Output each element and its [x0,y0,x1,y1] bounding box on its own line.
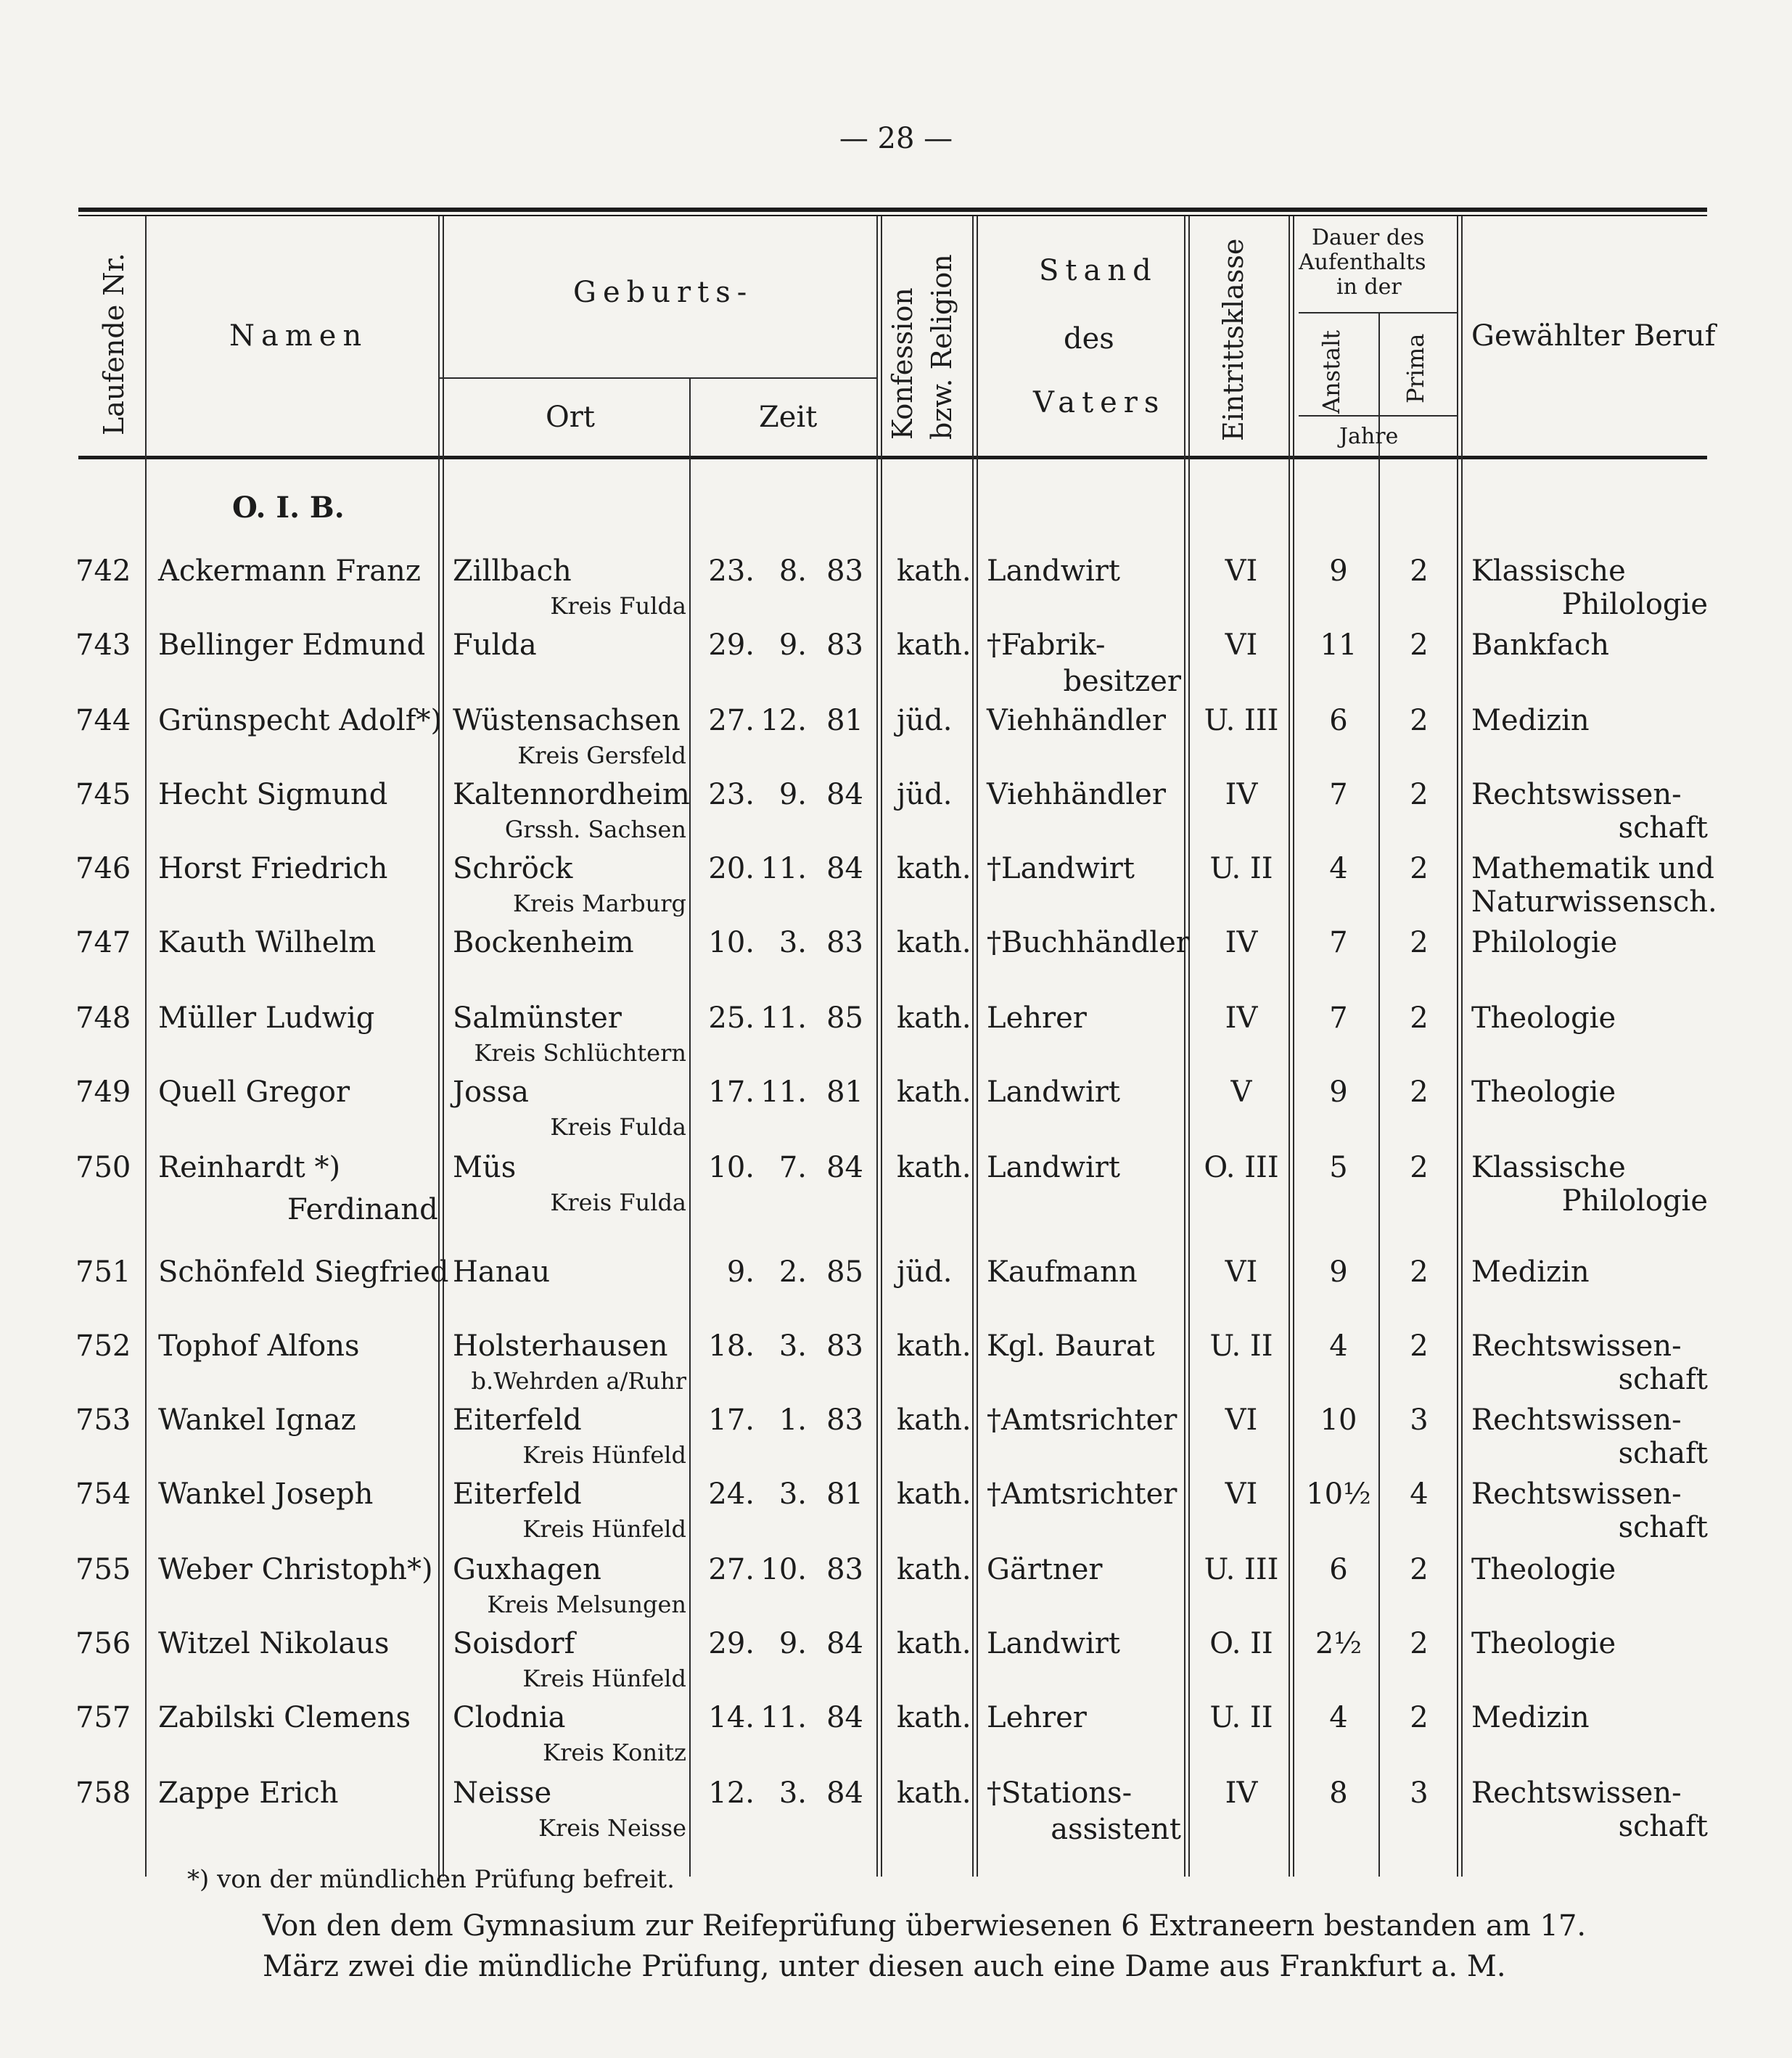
entry-class: U. II [1209,1701,1273,1734]
chosen-profession-cont: schaft [1618,1363,1708,1396]
birth-place: Soisdorf [453,1627,575,1660]
header-eintrittsklasse: Eintrittsklasse [1217,238,1249,441]
father-status: Landwirt [987,1151,1121,1184]
birth-day: 10. [708,926,755,959]
birth-month: 3. [778,1329,807,1363]
birth-year: 83 [826,554,863,588]
birth-year: 81 [826,1075,863,1109]
birth-month: 11. [760,1701,807,1734]
birth-district: Kreis Fulda [550,1189,686,1216]
row-number: 742 [75,554,131,588]
student-name-cont: Ferdinand [287,1193,438,1226]
father-status: Landwirt [987,554,1121,588]
row-number: 743 [75,628,131,662]
entry-class: IV [1225,926,1258,959]
birth-place: Kaltennordheim [453,778,690,811]
student-name: Bellinger Edmund [158,628,426,662]
birth-year: 84 [826,1776,863,1810]
father-status: Landwirt [987,1627,1121,1660]
confession: kath. [897,852,971,885]
header-anstalt: Anstalt [1318,329,1345,414]
chosen-profession-cont: Naturwissensch. [1471,885,1717,919]
student-name: Tophof Alfons [158,1329,360,1363]
birth-month: 11. [760,852,807,885]
entry-class: VI [1225,1255,1258,1289]
student-name: Müller Ludwig [158,1001,375,1035]
column-divider [438,216,440,1877]
years-anstalt: 6 [1329,704,1348,737]
birth-day: 9. [726,1255,755,1289]
birth-district: Kreis Fulda [550,1113,686,1141]
years-prima: 2 [1410,1553,1429,1586]
header-laufende-nr: Laufende Nr. [98,253,130,435]
father-status: Gärtner [987,1553,1103,1586]
birth-day: 23. [708,778,755,811]
row-number: 758 [75,1776,131,1810]
birth-district: Kreis Hünfeld [522,1515,686,1543]
page-number: — 28 — [839,122,953,155]
birth-month: 3. [778,926,807,959]
birth-day: 24. [708,1477,755,1511]
header-vaters: Vaters [1033,386,1166,419]
birth-month: 8. [778,554,807,588]
confession: kath. [897,1477,971,1511]
header-des: des [1064,322,1114,356]
confession: kath. [897,1151,971,1184]
student-name: Zabilski Clemens [158,1701,411,1734]
years-prima: 2 [1410,1255,1429,1289]
birth-day: 29. [708,628,755,662]
years-anstalt: 4 [1329,1329,1348,1363]
entry-class: O. II [1209,1627,1273,1660]
header-dauer-3: in der [1336,274,1402,300]
chosen-profession: Klassische [1471,1151,1626,1184]
entry-class: O. III [1204,1151,1279,1184]
birth-year: 84 [826,852,863,885]
birth-year: 83 [826,1329,863,1363]
student-name: Horst Friedrich [158,852,388,885]
father-status: †Buchhändler [987,926,1190,959]
father-status-cont: besitzer [1063,665,1181,698]
column-divider [689,377,691,1877]
birth-month: 9. [778,1627,807,1660]
header-dauer-1: Dauer des [1312,225,1425,250]
birth-year: 85 [826,1255,863,1289]
student-name: Schönfeld Siegfried [158,1255,449,1289]
birth-day: 20. [708,852,755,885]
birth-month: 2. [778,1255,807,1289]
entry-class: VI [1225,1477,1258,1511]
entry-class: V [1230,1075,1252,1109]
header-gewaehlter-beruf: Gewählter Beruf [1471,319,1716,353]
footnote: *) von der mündlichen Prüfung befreit. [187,1865,675,1894]
header-konfession: Konfession [887,287,918,440]
birth-year: 83 [826,926,863,959]
confession: kath. [897,1776,971,1810]
entry-class: VI [1225,628,1258,662]
column-divider [876,216,878,1877]
father-status: †Landwirt [987,852,1135,885]
chosen-profession: Medizin [1471,1255,1590,1289]
chosen-profession: Rechtswissen- [1471,1477,1682,1511]
confession: kath. [897,1627,971,1660]
father-status: †Amtsrichter [987,1477,1177,1511]
birth-day: 17. [708,1403,755,1437]
student-name: Quell Gregor [158,1075,350,1109]
header-dauer-2: Aufenthalts [1299,250,1426,275]
years-anstalt: 9 [1329,1075,1348,1109]
birth-place: Hanau [453,1255,551,1289]
birth-place: Müs [453,1151,517,1184]
confession: jüd. [897,1255,953,1289]
header-ort: Ort [546,401,595,434]
birth-month: 7. [778,1151,807,1184]
birth-year: 83 [826,628,863,662]
birth-place: Neisse [453,1776,552,1810]
confession: kath. [897,1701,971,1734]
father-status: Viehhändler [987,778,1166,811]
father-status: Lehrer [987,1701,1087,1734]
chosen-profession: Theologie [1471,1075,1616,1109]
years-anstalt: 5 [1329,1151,1348,1184]
years-prima: 2 [1410,778,1429,811]
student-name: Weber Christoph*) [158,1553,433,1586]
student-name: Witzel Nikolaus [158,1627,390,1660]
years-prima: 2 [1410,1075,1429,1109]
header-religion: bzw. Religion [926,254,958,440]
father-status: †Stations- [987,1776,1133,1810]
birth-year: 85 [826,1001,863,1035]
birth-month: 11. [760,1001,807,1035]
chosen-profession: Klassische [1471,554,1626,588]
years-anstalt: 8 [1329,1776,1348,1810]
entry-class: VI [1225,1403,1258,1437]
student-name: Hecht Sigmund [158,778,388,811]
class-label: O. I. B. [232,491,345,525]
entry-class: U. III [1204,704,1279,737]
birth-place: Eiterfeld [453,1477,582,1511]
chosen-profession: Philologie [1471,926,1618,959]
header-geburts: Geburts- [573,276,754,309]
chosen-profession-cont: schaft [1618,1511,1708,1544]
years-anstalt: 7 [1329,926,1348,959]
birth-day: 10. [708,1151,755,1184]
chosen-profession: Mathematik und [1471,852,1715,885]
birth-year: 81 [826,1477,863,1511]
header-prima: Prima [1402,333,1429,403]
birth-place: Bockenheim [453,926,634,959]
birth-place: Jossa [453,1075,530,1109]
years-prima: 2 [1410,628,1429,662]
row-number: 754 [75,1477,131,1511]
confession: jüd. [897,704,953,737]
chosen-profession-cont: schaft [1618,1810,1708,1843]
entry-class: U. II [1209,1329,1273,1363]
years-anstalt: 9 [1329,554,1348,588]
years-prima: 3 [1410,1403,1429,1437]
years-prima: 4 [1410,1477,1429,1511]
father-status: †Fabrik- [987,628,1106,662]
chosen-profession: Theologie [1471,1627,1616,1660]
header-jahre: Jahre [1339,424,1399,449]
chosen-profession-cont: Philologie [1561,1184,1708,1218]
years-anstalt: 10½ [1306,1477,1371,1511]
confession: kath. [897,1329,971,1363]
row-number: 751 [75,1255,131,1289]
chosen-profession: Bankfach [1471,628,1610,662]
row-number: 755 [75,1553,131,1586]
birth-district: Kreis Hünfeld [522,1665,686,1692]
jahre-subline [1299,415,1457,417]
years-prima: 2 [1410,1151,1429,1184]
birth-district: Kreis Konitz [543,1739,686,1766]
birth-month: 12. [760,704,807,737]
birth-day: 14. [708,1701,755,1734]
entry-class: VI [1225,554,1258,588]
birth-month: 3. [778,1776,807,1810]
closing-paragraph: Von den dem Gymnasium zur Reifeprüfung überwiesenen 6 Extraneern bestanden am 17. März zwei die mündliche Prüfung, unter diesen auch eine Dame aus Frankfurt a. M. [263,1909,1587,1983]
birth-month: 10. [760,1553,807,1586]
years-prima: 2 [1410,1627,1429,1660]
birth-year: 84 [826,778,863,811]
birth-month: 9. [778,778,807,811]
column-divider [145,216,147,1877]
confession: kath. [897,1553,971,1586]
dauer-subline [1299,312,1457,313]
birth-year: 81 [826,704,863,737]
confession: jüd. [897,778,953,811]
row-number: 753 [75,1403,131,1437]
column-divider [1288,216,1290,1877]
row-number: 746 [75,852,131,885]
student-name: Wankel Ignaz [158,1403,356,1437]
entry-class: IV [1225,1001,1258,1035]
header-stand: Stand [1039,254,1158,287]
birth-district: b.Wehrden a/Ruhr [471,1367,686,1395]
column-divider [1184,216,1185,1877]
years-prima: 2 [1410,554,1429,588]
years-prima: 2 [1410,1701,1429,1734]
father-status: Landwirt [987,1075,1121,1109]
student-name: Zappe Erich [158,1776,339,1810]
years-anstalt: 2½ [1315,1627,1363,1660]
birth-year: 83 [826,1553,863,1586]
birth-place: Clodnia [453,1701,566,1734]
confession: kath. [897,554,971,588]
column-divider [1457,216,1458,1877]
birth-place: Schröck [453,852,573,885]
row-number: 757 [75,1701,131,1734]
birth-district: Kreis Marburg [513,890,686,917]
years-prima: 2 [1410,926,1429,959]
years-anstalt: 4 [1329,1701,1348,1734]
student-name: Grünspecht Adolf*) [158,704,443,737]
years-anstalt: 7 [1329,1001,1348,1035]
student-name: Kauth Wilhelm [158,926,377,959]
father-status: Lehrer [987,1001,1087,1035]
years-prima: 2 [1410,852,1429,885]
birth-district: Kreis Hünfeld [522,1441,686,1469]
row-number: 745 [75,778,131,811]
father-status-cont: assistent [1051,1813,1181,1846]
birth-district: Kreis Neisse [538,1814,686,1842]
row-number: 752 [75,1329,131,1363]
birth-day: 25. [708,1001,755,1035]
years-prima: 3 [1410,1776,1429,1810]
row-number: 756 [75,1627,131,1660]
father-status: †Amtsrichter [987,1403,1177,1437]
birth-month: 3. [778,1477,807,1511]
birth-place: Fulda [453,628,537,662]
years-prima: 2 [1410,1001,1429,1035]
row-number: 749 [75,1075,131,1109]
geburts-subline [438,377,876,379]
entry-class: IV [1225,778,1258,811]
years-anstalt: 10 [1320,1403,1357,1437]
entry-class: IV [1225,1776,1258,1810]
birth-district: Kreis Gersfeld [517,742,686,769]
student-name: Wankel Joseph [158,1477,374,1511]
chosen-profession-cont: schaft [1618,1437,1708,1470]
birth-year: 84 [826,1701,863,1734]
birth-day: 18. [708,1329,755,1363]
entry-class: U. III [1204,1553,1279,1586]
birth-day: 29. [708,1627,755,1660]
chosen-profession-cont: schaft [1618,811,1708,845]
birth-place: Salmünster [453,1001,622,1035]
student-name: Reinhardt *) [158,1151,341,1184]
years-anstalt: 6 [1329,1553,1348,1586]
column-divider [1378,313,1380,1877]
chosen-profession: Theologie [1471,1001,1616,1035]
chosen-profession: Medizin [1471,1701,1590,1734]
birth-district: Grssh. Sachsen [504,816,686,843]
header-namen: Namen [229,319,369,353]
years-anstalt: 4 [1329,852,1348,885]
birth-day: 17. [708,1075,755,1109]
chosen-profession: Rechtswissen- [1471,1403,1682,1437]
chosen-profession: Rechtswissen- [1471,1776,1682,1810]
years-anstalt: 7 [1329,778,1348,811]
top-rule [78,208,1707,212]
father-status: Kaufmann [987,1255,1138,1289]
birth-place: Holsterhausen [453,1329,668,1363]
birth-day: 27. [708,704,755,737]
row-number: 747 [75,926,131,959]
header-zeit: Zeit [759,401,818,434]
row-number: 748 [75,1001,131,1035]
confession: kath. [897,926,971,959]
birth-place: Zillbach [453,554,572,588]
row-number: 744 [75,704,131,737]
birth-year: 83 [826,1403,863,1437]
confession: kath. [897,1001,971,1035]
chosen-profession: Medizin [1471,704,1590,737]
father-status: Kgl. Baurat [987,1329,1155,1363]
chosen-profession: Theologie [1471,1553,1616,1586]
years-prima: 2 [1410,1329,1429,1363]
birth-day: 27. [708,1553,755,1586]
birth-month: 9. [778,628,807,662]
row-number: 750 [75,1151,131,1184]
birth-district: Kreis Schlüchtern [474,1039,686,1067]
student-name: Ackermann Franz [158,554,421,588]
confession: kath. [897,1403,971,1437]
entry-class: U. II [1209,852,1273,885]
confession: kath. [897,628,971,662]
years-anstalt: 9 [1329,1255,1348,1289]
top-rule-thin [78,215,1707,216]
years-prima: 2 [1410,704,1429,737]
birth-year: 84 [826,1627,863,1660]
chosen-profession: Rechtswissen- [1471,778,1682,811]
birth-place: Wüstensachsen [453,704,681,737]
confession: kath. [897,1075,971,1109]
chosen-profession-cont: Philologie [1561,588,1708,621]
father-status: Viehhändler [987,704,1166,737]
birth-place: Eiterfeld [453,1403,582,1437]
birth-day: 23. [708,554,755,588]
birth-month: 11. [760,1075,807,1109]
chosen-profession: Rechtswissen- [1471,1329,1682,1363]
birth-day: 12. [708,1776,755,1810]
years-anstalt: 11 [1320,628,1357,662]
birth-month: 1. [778,1403,807,1437]
birth-place: Guxhagen [453,1553,601,1586]
birth-year: 84 [826,1151,863,1184]
column-divider [972,216,974,1877]
birth-district: Kreis Fulda [550,592,686,620]
birth-district: Kreis Melsungen [487,1591,686,1618]
header-rule [78,456,1707,459]
